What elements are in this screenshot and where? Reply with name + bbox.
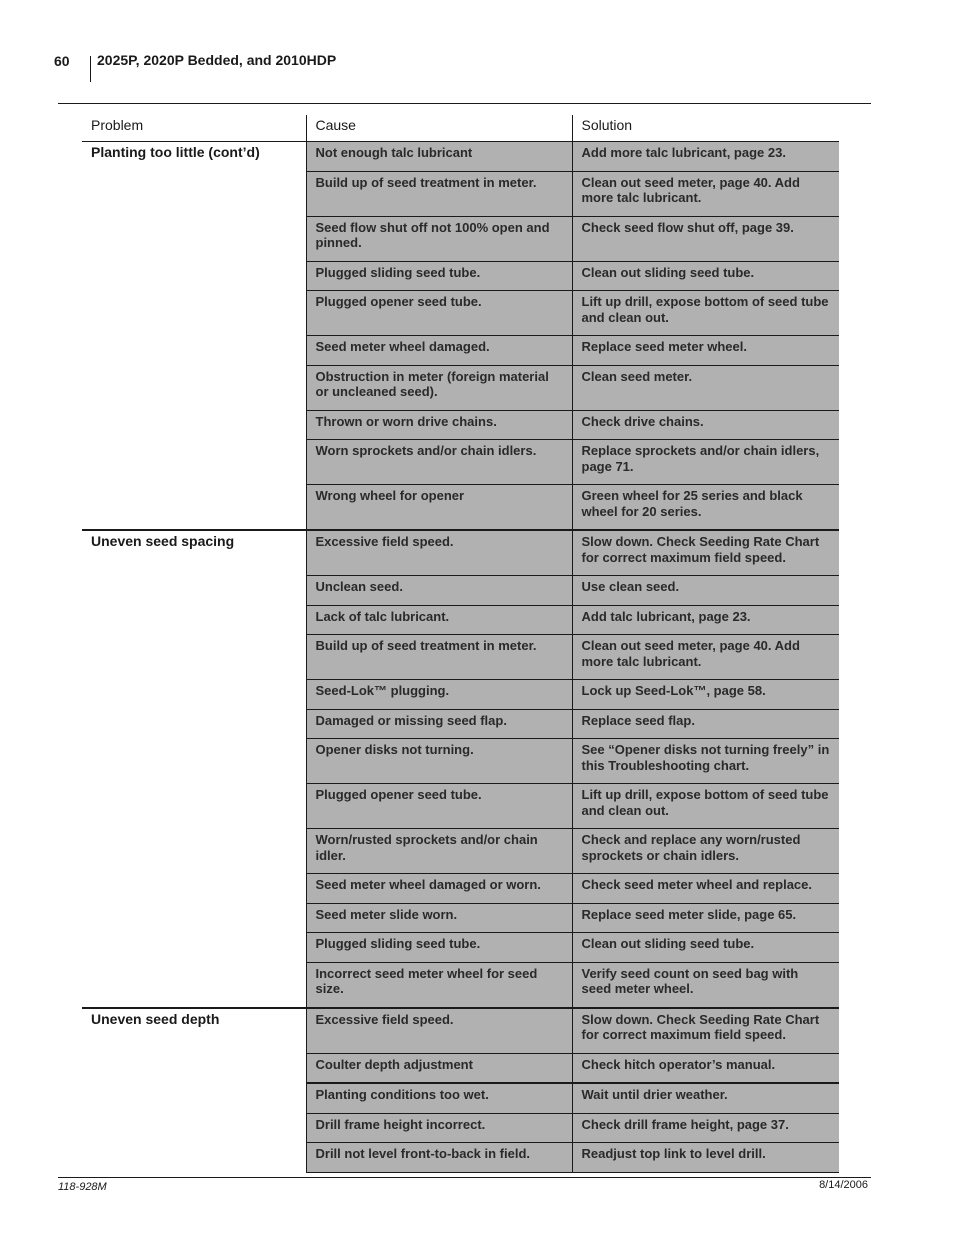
column-header-solution: Solution	[572, 115, 839, 142]
cause-cell: Plugged opener seed tube.	[306, 291, 572, 336]
table-body	[82, 142, 839, 1173]
solution-cell: Verify seed count on seed bag with seed meter wheel.	[572, 962, 839, 1008]
problem-cell: Planting too little (cont’d)	[82, 142, 306, 531]
cause-cell: Excessive field speed.	[306, 530, 572, 576]
solution-cell: Readjust top link to level drill.	[572, 1143, 839, 1173]
solution-cell: Replace seed meter slide, page 65.	[572, 903, 839, 933]
solution-cell: Check drill frame height, page 37.	[572, 1113, 839, 1143]
solution-cell: Check drive chains.	[572, 410, 839, 440]
cause-cell: Drill not level front-to-back in field.	[306, 1143, 572, 1173]
table-row	[82, 1008, 839, 1054]
solution-cell: Slow down. Check Seeding Rate Chart for correct maximum field speed.	[572, 1008, 839, 1054]
solution-cell: Slow down. Check Seeding Rate Chart for correct maximum field speed.	[572, 530, 839, 576]
table-row	[82, 530, 839, 576]
header-divider	[90, 56, 91, 82]
solution-cell: Replace sprockets and/or chain idlers, page 71.	[572, 440, 839, 485]
solution-cell: Green wheel for 25 series and black wheel for 20 series.	[572, 485, 839, 531]
footer-doc-number: 118-928M	[58, 1181, 107, 1193]
cause-cell: Incorrect seed meter wheel for seed size.	[306, 962, 572, 1008]
cause-cell: Build up of seed treatment in meter.	[306, 635, 572, 680]
cause-cell: Plugged sliding seed tube.	[306, 261, 572, 291]
solution-cell: Check seed flow shut off, page 39.	[572, 216, 839, 261]
column-header-cause: Cause	[306, 115, 572, 142]
solution-cell: See “Opener disks not turning freely” in this Troubleshooting chart.	[572, 739, 839, 784]
troubleshooting-table	[82, 115, 839, 1173]
solution-cell: Use clean seed.	[572, 576, 839, 606]
cause-cell: Obstruction in meter (foreign material or uncleaned seed).	[306, 365, 572, 410]
cause-cell: Plugged sliding seed tube.	[306, 933, 572, 963]
solution-cell: Lock up Seed-Lok™, page 58.	[572, 680, 839, 710]
cause-cell: Drill frame height incorrect.	[306, 1113, 572, 1143]
cause-cell: Wrong wheel for opener	[306, 485, 572, 531]
solution-cell: Wait until drier weather.	[572, 1083, 839, 1113]
table-header-row	[82, 115, 839, 142]
cause-cell: Unclean seed.	[306, 576, 572, 606]
table-row	[82, 142, 839, 172]
problem-cell: Uneven seed depth	[82, 1008, 306, 1173]
cause-cell: Worn/rusted sprockets and/or chain idler.	[306, 829, 572, 874]
cause-cell: Coulter depth adjustment	[306, 1053, 572, 1083]
solution-cell: Lift up drill, expose bottom of seed tube and clean out.	[572, 291, 839, 336]
solution-cell: Clean out sliding seed tube.	[572, 261, 839, 291]
solution-cell: Replace seed meter wheel.	[572, 336, 839, 366]
bottom-rule	[58, 1177, 871, 1178]
solution-cell: Lift up drill, expose bottom of seed tube and clean out.	[572, 784, 839, 829]
solution-cell: Check seed meter wheel and replace.	[572, 874, 839, 904]
cause-cell: Plugged opener seed tube.	[306, 784, 572, 829]
solution-cell: Check and replace any worn/rusted sprockets or chain idlers.	[572, 829, 839, 874]
cause-cell: Build up of seed treatment in meter.	[306, 171, 572, 216]
top-rule	[58, 103, 871, 104]
solution-cell: Add more talc lubricant, page 23.	[572, 142, 839, 172]
page-number: 60	[54, 53, 70, 69]
cause-cell: Worn sprockets and/or chain idlers.	[306, 440, 572, 485]
cause-cell: Planting conditions too wet.	[306, 1083, 572, 1113]
cause-cell: Seed meter wheel damaged or worn.	[306, 874, 572, 904]
cause-cell: Seed meter slide worn.	[306, 903, 572, 933]
column-header-problem: Problem	[82, 115, 306, 142]
cause-cell: Opener disks not turning.	[306, 739, 572, 784]
solution-cell: Replace seed flap.	[572, 709, 839, 739]
document-title: 2025P, 2020P Bedded, and 2010HDP	[97, 52, 337, 68]
cause-cell: Excessive field speed.	[306, 1008, 572, 1054]
cause-cell: Damaged or missing seed flap.	[306, 709, 572, 739]
footer-date: 8/14/2006	[819, 1179, 868, 1191]
solution-cell: Clean out seed meter, page 40. Add more talc lubricant.	[572, 635, 839, 680]
cause-cell: Seed-Lok™ plugging.	[306, 680, 572, 710]
solution-cell: Clean out sliding seed tube.	[572, 933, 839, 963]
solution-cell: Clean out seed meter, page 40. Add more talc lubricant.	[572, 171, 839, 216]
solution-cell: Add talc lubricant, page 23.	[572, 605, 839, 635]
solution-cell: Check hitch operator’s manual.	[572, 1053, 839, 1083]
cause-cell: Seed flow shut off not 100% open and pinned.	[306, 216, 572, 261]
solution-cell: Clean seed meter.	[572, 365, 839, 410]
cause-cell: Thrown or worn drive chains.	[306, 410, 572, 440]
cause-cell: Seed meter wheel damaged.	[306, 336, 572, 366]
problem-cell: Uneven seed spacing	[82, 530, 306, 1008]
cause-cell: Not enough talc lubricant	[306, 142, 572, 172]
cause-cell: Lack of talc lubricant.	[306, 605, 572, 635]
